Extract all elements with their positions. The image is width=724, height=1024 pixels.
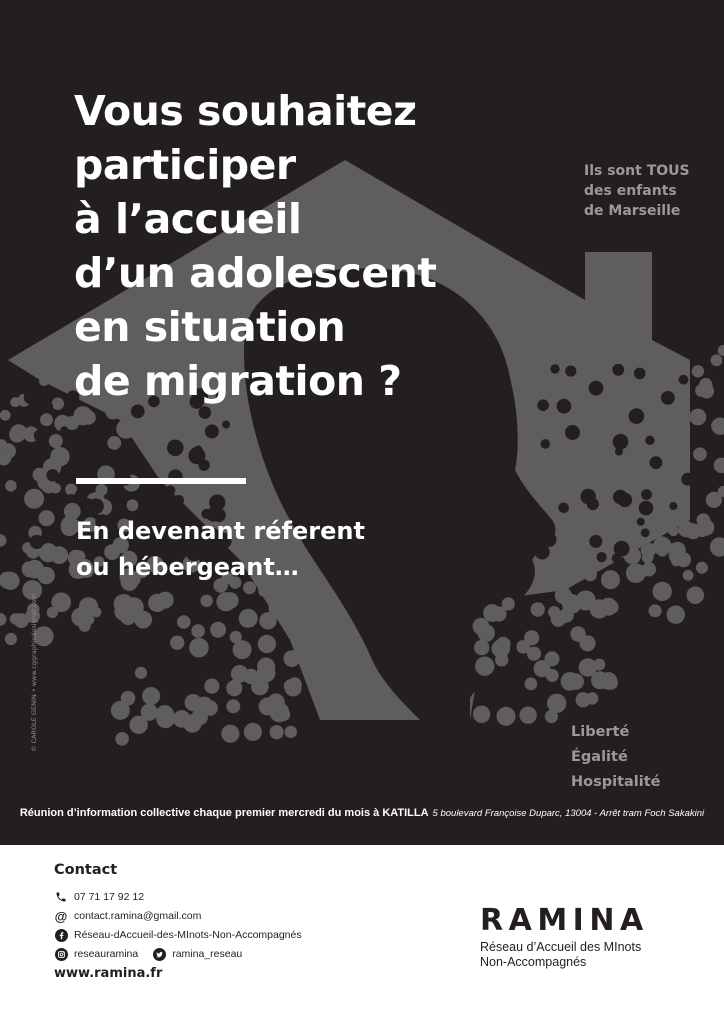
decorative-dot xyxy=(222,592,239,609)
decorative-dot xyxy=(714,458,724,474)
headline-line: participer xyxy=(74,141,296,189)
decorative-dot xyxy=(26,390,41,405)
motto xyxy=(571,720,661,795)
decorative-dot xyxy=(495,653,508,666)
decorative-dot xyxy=(667,606,685,624)
headline-divider xyxy=(76,478,246,484)
decorative-dot xyxy=(596,477,614,495)
decorative-dot xyxy=(284,650,301,667)
decorative-dot xyxy=(5,633,17,645)
decorative-dot xyxy=(75,489,87,501)
decorative-dot xyxy=(24,489,44,509)
decorative-dot xyxy=(46,469,58,481)
decorative-dot xyxy=(474,640,489,655)
meeting-info xyxy=(0,807,724,819)
decorative-dot xyxy=(34,429,47,442)
decorative-dot xyxy=(531,602,545,616)
decorative-dot xyxy=(135,667,147,679)
website-link[interactable]: www.ramina.fr xyxy=(54,966,163,981)
decorative-dot xyxy=(141,704,158,721)
decorative-dot xyxy=(200,595,212,607)
decorative-dot xyxy=(244,723,262,741)
decorative-dot xyxy=(690,409,707,426)
decorative-dot xyxy=(288,677,302,691)
decorative-dot xyxy=(585,401,599,415)
decorative-dot xyxy=(40,413,53,426)
decorative-dot xyxy=(631,335,642,346)
decorative-dot xyxy=(576,692,591,707)
brand-tagline xyxy=(480,940,649,970)
ramina-logo xyxy=(480,905,649,970)
decorative-dot xyxy=(663,363,675,375)
subheadline-line: En devenant réferent xyxy=(76,517,365,545)
decorative-dot xyxy=(79,597,98,616)
decorative-dot xyxy=(67,494,76,503)
headline-line: d’un adolescent xyxy=(74,249,437,297)
decorative-dot xyxy=(561,672,580,691)
decorative-dot xyxy=(39,510,55,526)
decorative-dot xyxy=(101,450,109,458)
decorative-dot xyxy=(174,495,185,506)
decorative-dot xyxy=(718,345,724,356)
decorative-dot xyxy=(601,570,620,589)
decorative-dot xyxy=(125,452,143,470)
decorative-dot xyxy=(195,697,213,715)
decorative-dot xyxy=(668,526,678,536)
decorative-dot xyxy=(166,485,176,495)
decorative-dot xyxy=(641,489,652,500)
decorative-dot xyxy=(502,597,515,610)
decorative-dot xyxy=(142,687,160,705)
decorative-dot xyxy=(199,406,212,419)
decorative-dot xyxy=(698,519,715,536)
decorative-dot xyxy=(52,398,64,410)
facebook-icon xyxy=(54,928,68,942)
decorative-dot xyxy=(167,440,184,457)
decorative-dot xyxy=(50,447,69,466)
decorative-dot xyxy=(541,439,551,449)
decorative-dot xyxy=(565,425,580,440)
decorative-dot xyxy=(275,584,289,598)
decorative-dot xyxy=(210,622,226,638)
decorative-dot xyxy=(661,391,675,405)
decorative-dot xyxy=(711,418,724,435)
decorative-dot xyxy=(183,714,201,732)
decorative-dot xyxy=(615,447,623,455)
decorative-dot xyxy=(476,661,488,673)
decorative-dot xyxy=(653,582,672,601)
decorative-dot xyxy=(107,436,121,450)
decorative-dot xyxy=(548,606,560,618)
decorative-dot xyxy=(633,477,643,487)
motto-line: Hospitalité xyxy=(571,774,661,790)
instagram-icon xyxy=(54,947,68,961)
decorative-dot xyxy=(629,408,645,424)
decorative-dot xyxy=(603,505,617,519)
decorative-dot xyxy=(645,436,654,445)
decorative-dot xyxy=(607,416,618,427)
headline-line: Vous souhaitez xyxy=(74,87,417,135)
decorative-dot xyxy=(5,480,17,492)
decorative-dot xyxy=(656,492,670,506)
decorative-dot xyxy=(73,406,92,425)
decorative-dot xyxy=(71,450,85,464)
decorative-dot xyxy=(648,379,660,391)
contact-facebook[interactable]: Réseau-dAccueil-des-MInots-Non-Accompagnés xyxy=(74,929,302,941)
phone-icon xyxy=(54,890,68,904)
side-note-line: Ils sont TOUS xyxy=(584,163,690,179)
decorative-dot xyxy=(597,552,607,562)
decorative-dot xyxy=(115,732,129,746)
decorative-dot xyxy=(557,399,572,414)
decorative-dot xyxy=(584,568,597,581)
decorative-dot xyxy=(618,493,633,508)
decorative-dot xyxy=(617,474,629,486)
meeting-address: 5 boulevard Françoise Duparc, 13004 - Arrêt tram Foch Sakakini xyxy=(432,808,705,819)
contact-block xyxy=(54,862,384,981)
brand-tagline-line: Non-Accompagnés xyxy=(480,955,587,969)
subheadline-line: ou hébergeant… xyxy=(76,553,299,581)
decorative-dot xyxy=(0,534,6,546)
decorative-dot xyxy=(258,585,271,598)
decorative-dot xyxy=(639,501,654,516)
decorative-dot xyxy=(41,400,53,412)
at-icon: @ xyxy=(54,908,68,924)
decorative-dot xyxy=(156,709,175,728)
decorative-dot xyxy=(483,604,501,622)
decorative-dot xyxy=(79,620,91,632)
decorative-dot xyxy=(60,426,68,434)
decorative-dot xyxy=(30,535,44,549)
decorative-dot xyxy=(177,615,191,629)
decorative-dot xyxy=(116,419,136,439)
decorative-dot xyxy=(226,699,240,713)
decorative-dot xyxy=(545,651,560,666)
decorative-dot xyxy=(657,547,667,557)
decorative-dot xyxy=(678,521,694,537)
decorative-dot xyxy=(189,638,209,658)
decorative-dot xyxy=(567,349,582,364)
headline xyxy=(74,84,436,408)
decorative-dot xyxy=(194,446,203,455)
decorative-dot xyxy=(285,726,297,738)
contact-instagram[interactable]: reseauramina xyxy=(74,948,139,960)
decorative-dot xyxy=(545,710,558,723)
contact-phone[interactable]: 07 71 17 92 12 xyxy=(74,891,145,903)
decorative-dot xyxy=(14,613,29,628)
decorative-dot xyxy=(221,725,239,743)
designer-credit: © CAROLE GENIN • www.cggraphicdesigner.com xyxy=(30,593,38,752)
decorative-dot xyxy=(205,425,219,439)
decorative-dot xyxy=(637,518,645,526)
decorative-dot xyxy=(259,612,276,629)
decorative-dot xyxy=(1,572,19,590)
decorative-dot xyxy=(612,364,624,376)
decorative-dot xyxy=(692,365,704,377)
decorative-dot xyxy=(605,600,619,614)
contact-title: Contact xyxy=(54,862,118,878)
decorative-dot xyxy=(699,384,714,399)
decorative-dot xyxy=(550,364,559,373)
brand-name: RAMINA xyxy=(480,903,649,938)
decorative-dot xyxy=(693,447,707,461)
decorative-dot xyxy=(591,671,609,689)
decorative-dot xyxy=(277,708,291,722)
decorative-dot xyxy=(580,635,596,651)
decorative-dot xyxy=(679,375,689,385)
decorative-dot xyxy=(642,562,656,576)
decorative-dot xyxy=(565,366,576,377)
contact-facebook-row xyxy=(54,926,384,944)
decorative-dot xyxy=(562,594,582,614)
decorative-dot xyxy=(497,707,516,726)
decorative-dot xyxy=(49,434,63,448)
decorative-dot xyxy=(191,624,205,638)
headline-line: à l’accueil xyxy=(74,195,302,243)
decorative-dot xyxy=(473,706,490,723)
decorative-dot xyxy=(589,535,602,548)
decorative-dot xyxy=(270,725,284,739)
decorative-dot xyxy=(9,427,25,443)
contact-twitter[interactable]: ramina_reseau xyxy=(172,948,243,960)
decorative-dot xyxy=(613,434,629,450)
headline-line: en situation xyxy=(74,303,346,351)
decorative-dot xyxy=(289,618,302,631)
decorative-dot xyxy=(88,498,104,514)
decorative-dot xyxy=(558,503,569,514)
decorative-dot xyxy=(542,532,557,547)
decorative-dot xyxy=(681,473,694,486)
side-note-line: de Marseille xyxy=(584,203,681,219)
decorative-dot xyxy=(519,707,536,724)
decorative-dot xyxy=(650,456,663,469)
decorative-dot xyxy=(541,518,552,529)
decorative-dot xyxy=(226,680,242,696)
decorative-dot xyxy=(573,395,587,409)
decorative-dot xyxy=(233,640,252,659)
decorative-dot xyxy=(22,562,35,575)
decorative-dot xyxy=(649,604,662,617)
decorative-dot xyxy=(570,504,587,521)
decorative-dot xyxy=(683,570,694,581)
decorative-dot xyxy=(710,537,724,556)
decorative-dot xyxy=(641,528,650,537)
decorative-dot xyxy=(126,499,138,511)
decorative-dot xyxy=(142,493,155,506)
motto-line: Liberté xyxy=(571,724,630,740)
decorative-dot xyxy=(527,647,541,661)
decorative-dot xyxy=(121,691,136,706)
decorative-dot xyxy=(577,546,590,559)
decorative-dot xyxy=(259,697,277,715)
decorative-dot xyxy=(589,381,604,396)
twitter-icon xyxy=(152,947,166,961)
decorative-dot xyxy=(612,553,622,563)
decorative-dot xyxy=(587,351,603,367)
motto-line: Égalité xyxy=(571,749,628,765)
decorative-dot xyxy=(687,586,705,604)
decorative-dot xyxy=(258,635,276,653)
decorative-dot xyxy=(239,609,258,628)
decorative-dot xyxy=(696,562,708,574)
side-note-line: des enfants xyxy=(584,183,677,199)
decorative-dot xyxy=(623,345,639,361)
decorative-dot xyxy=(170,636,184,650)
contact-social-row xyxy=(54,945,384,963)
contact-email[interactable]: contact.ramina@gmail.com xyxy=(74,910,202,922)
decorative-dot xyxy=(209,495,225,511)
decorative-dot xyxy=(537,399,549,411)
decorative-dot xyxy=(669,542,686,559)
decorative-dot xyxy=(525,678,538,691)
decorative-dot xyxy=(51,593,71,613)
decorative-dot xyxy=(39,376,49,386)
side-note xyxy=(584,161,690,221)
contact-phone-row xyxy=(54,888,384,906)
decorative-dot xyxy=(243,669,258,684)
decorative-dot xyxy=(711,354,723,366)
decorative-dot xyxy=(546,669,559,682)
decorative-dot xyxy=(580,489,596,505)
decorative-dot xyxy=(222,421,230,429)
decorative-dot xyxy=(157,592,174,609)
decorative-dot xyxy=(667,451,682,466)
meeting-main: Réunion d’information collective chaque premier mercredi du mois à KATILLA xyxy=(19,807,429,819)
headline-line: de migration ? xyxy=(74,357,402,405)
decorative-dot xyxy=(473,618,490,635)
decorative-dot xyxy=(634,368,646,380)
decorative-dot xyxy=(0,613,6,626)
decorative-dot xyxy=(96,484,108,496)
decorative-dot xyxy=(124,597,144,617)
decorative-dot xyxy=(656,536,668,548)
decorative-dot xyxy=(50,546,68,564)
decorative-dot xyxy=(204,679,219,694)
brand-tagline-line: Réseau d’Accueil des MInots xyxy=(480,940,642,954)
decorative-dot xyxy=(669,502,677,510)
decorative-dot xyxy=(0,410,11,421)
contact-email-row xyxy=(54,907,384,925)
decorative-dot xyxy=(642,552,654,564)
decorative-dot xyxy=(198,460,209,471)
decorative-dot xyxy=(257,664,276,683)
subheadline xyxy=(76,513,365,585)
